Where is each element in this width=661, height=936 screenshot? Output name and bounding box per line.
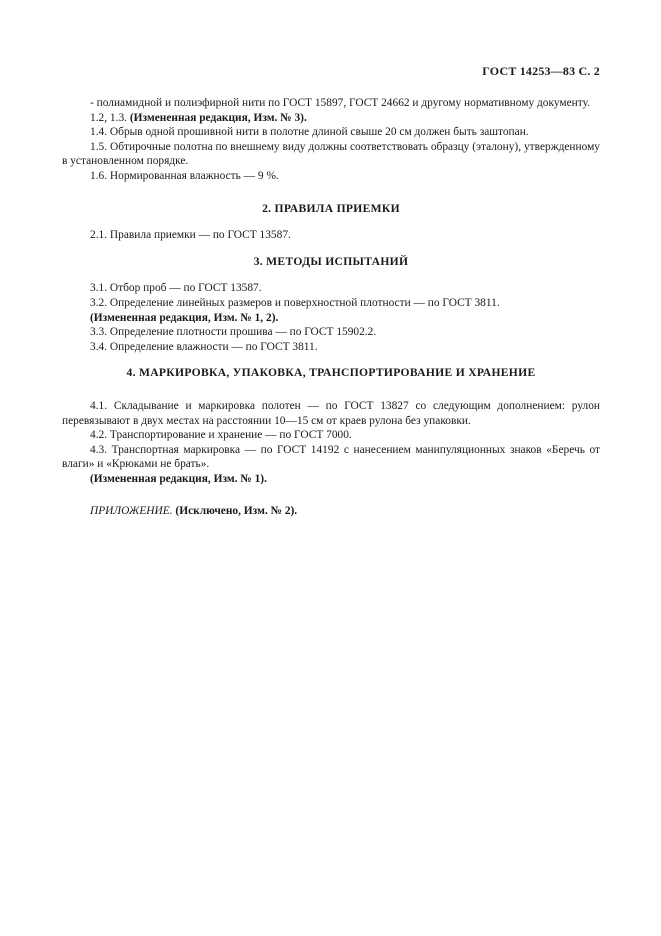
paragraph-1-6	[62, 169, 600, 184]
document-body	[62, 96, 600, 519]
paragraph-4-2	[62, 428, 600, 443]
paragraph-3-3	[62, 325, 600, 340]
paragraph-3-4	[62, 340, 600, 355]
paragraph-text: 2.1. Правила приемки — по ГОСТ 13587.	[90, 229, 291, 242]
paragraph-text: 3.1. Отбор проб — по ГОСТ 13587.	[90, 282, 262, 295]
section-title-4: 4. МАРКИРОВКА, УПАКОВКА, ТРАНСПОРТИРОВАНИЕ И ХРАНЕНИЕ	[126, 366, 536, 380]
paragraph-1-5	[62, 140, 600, 169]
paragraph-1-4	[62, 125, 600, 140]
appendix-line	[62, 504, 600, 519]
paragraph-text: 1.2, 1.3.	[90, 111, 130, 124]
paragraph-4-3	[62, 443, 600, 472]
paragraph-text: 3.2. Определение линейных размеров и поверхностной плотности — по ГОСТ 3811.	[90, 296, 500, 309]
paragraph-text: 1.4. Обрыв одной прошивной нити в полотне длиной свыше 20 см должен быть заштопан.	[90, 126, 529, 139]
paragraph-3-2	[62, 296, 600, 311]
paragraph-1-1-continuation	[62, 96, 600, 111]
amendment-note-3-2	[62, 311, 600, 326]
page-header: ГОСТ 14253—83 С. 2	[482, 64, 600, 78]
amendment-note: (Измененная редакция, Изм. № 1).	[90, 472, 267, 485]
amendment-note-4-3	[62, 472, 600, 487]
paragraph-3-1	[62, 281, 600, 296]
paragraph-text: 1.6. Нормированная влажность — 9 %.	[90, 169, 279, 182]
amendment-note: (Измененная редакция, Изм. № 1, 2).	[90, 311, 279, 324]
section-title-2: 2. ПРАВИЛА ПРИЕМКИ	[262, 201, 400, 215]
paragraph-4-1	[62, 399, 600, 428]
paragraph-text: 3.3. Определение плотности прошива — по ГОСТ 15902.2.	[90, 326, 377, 339]
paragraph-2-1	[62, 228, 600, 243]
paragraph-1-2-1-3	[62, 111, 600, 126]
paragraph-text: - полиамидной и полиэфирной нити по ГОСТ 15897, ГОСТ 24662 и другому нормативному документу.	[90, 97, 591, 109]
amendment-note: (Измененная редакция, Изм. № 3).	[129, 111, 307, 124]
appendix-label: ПРИЛОЖЕНИЕ.	[90, 505, 173, 518]
paragraph-text: 3.4. Определение влажности — по ГОСТ 3811.	[90, 340, 318, 353]
paragraph-text: 4.1. Складывание и маркировка полотен — по ГОСТ 13827 со следующим дополнением: рулон перевязывают в двух местах на расстоянии 10—15 см от краев рулона без упаковки.	[62, 399, 600, 427]
paragraph-text: 4.2. Транспортирование и хранение — по ГОСТ 7000.	[90, 429, 352, 442]
paragraph-text: 1.5. Обтирочные полотна по внешнему виду должны соответствовать образцу (эталону), утвержденному в установленном порядке.	[62, 140, 600, 168]
appendix-note: (Исключено, Изм. № 2).	[172, 505, 298, 518]
section-title-3: 3. МЕТОДЫ ИСПЫТАНИЙ	[253, 254, 409, 268]
paragraph-text: 4.3. Транспортная маркировка — по ГОСТ 14192 с нанесением манипуляционных знаков «Беречь от влаги» и «Крюками не брать».	[62, 443, 600, 471]
